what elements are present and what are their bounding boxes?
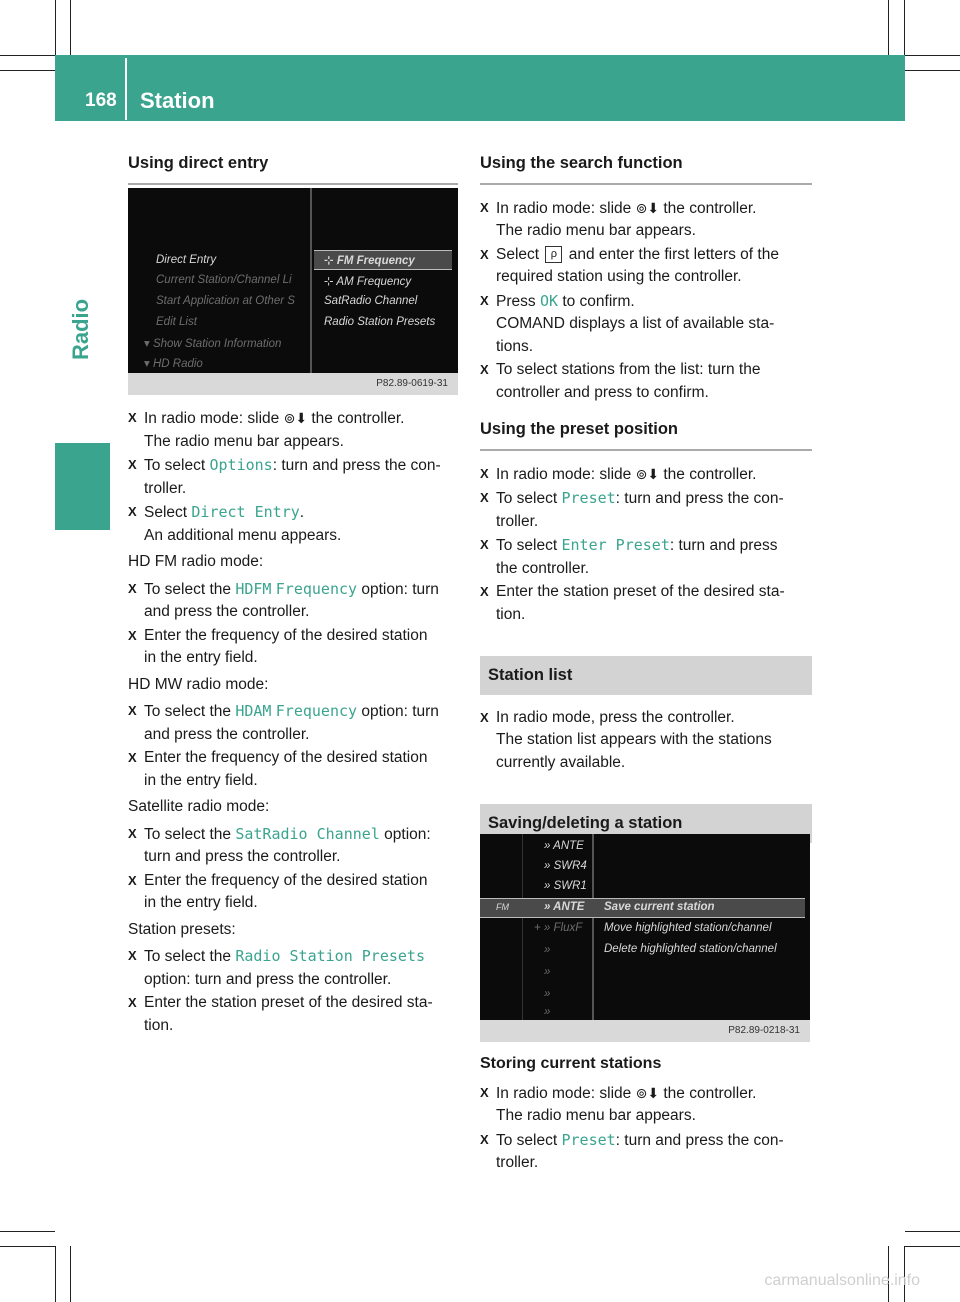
section-heading: Using the search function bbox=[480, 152, 812, 185]
arrow-right-icon: X bbox=[480, 246, 489, 262]
crop-mark bbox=[70, 1246, 71, 1302]
mode-label: Station presets: bbox=[128, 920, 236, 938]
crop-mark bbox=[0, 1246, 55, 1247]
subsection-heading: Storing current stations bbox=[480, 1055, 662, 1072]
step: X Press OK to confirm. COMAND displays a list of available sta- tions. bbox=[480, 291, 775, 355]
station-item: » bbox=[544, 944, 551, 956]
screen-divider bbox=[522, 834, 523, 1020]
step: X To select Options: turn and press the con- troller. bbox=[128, 456, 441, 497]
step: X To select Enter Preset: turn and press the controller. bbox=[480, 536, 778, 577]
menu-item-label: Radio bbox=[172, 358, 203, 370]
side-tab-label: Radio bbox=[68, 298, 93, 360]
side-tab-block bbox=[55, 443, 110, 530]
left-column-body bbox=[128, 407, 460, 1038]
menu-item: Delete highlighted station/channel bbox=[604, 943, 777, 955]
right-column-bottom bbox=[480, 1053, 812, 1176]
step: X In radio mode: slide ⊚⬇ the controller. The radio menu bar appears. bbox=[480, 1082, 812, 1128]
crop-mark bbox=[0, 55, 55, 56]
station-item: » bbox=[544, 988, 551, 1000]
page-number: 168 bbox=[85, 90, 117, 111]
screen-divider bbox=[592, 834, 594, 1020]
menu-item: Start Application at Other S bbox=[156, 295, 295, 307]
crop-mark bbox=[905, 1246, 960, 1247]
station-item: » bbox=[544, 1006, 551, 1018]
arrow-right-icon: X bbox=[128, 627, 137, 643]
screen-divider bbox=[310, 188, 312, 373]
right-column bbox=[480, 152, 812, 855]
crop-mark bbox=[0, 1231, 55, 1232]
menu-item: Move highlighted station/channel bbox=[604, 922, 772, 934]
step: X To select Preset: turn and press the con- troller. bbox=[480, 1130, 784, 1171]
controller-slide-icon: ⊚⬇ bbox=[283, 410, 308, 426]
arrow-right-icon: X bbox=[128, 995, 137, 1010]
step: X To select the SatRadio Channel option: turn and press the controller. bbox=[128, 824, 431, 865]
step: X To select Preset: turn and press the con- troller. bbox=[480, 489, 784, 530]
station-item: » bbox=[544, 966, 551, 978]
figure-caption: P82.89-0218-31 bbox=[480, 1020, 810, 1042]
section-heading: Using direct entry bbox=[128, 152, 458, 185]
mode-label: Satellite radio mode: bbox=[128, 798, 270, 815]
arrow-right-icon: X bbox=[128, 457, 137, 472]
menu-item-label: FM Frequency bbox=[336, 255, 415, 267]
step: X Enter the station preset of the desired sta- tion. bbox=[480, 583, 785, 623]
arrow-right-icon: X bbox=[128, 825, 137, 841]
step: X To select the HDFM Frequency option: turn and press the controller. bbox=[128, 579, 439, 620]
crop-mark bbox=[55, 1246, 56, 1302]
menu-item: Radio Station Presets bbox=[324, 316, 436, 328]
arrow-right-icon: X bbox=[128, 703, 137, 718]
arrow-right-icon: X bbox=[480, 199, 489, 215]
step: X To select stations from the list: turn the controller and press to confirm. bbox=[480, 361, 761, 401]
menu-item: ▾ HD Radio bbox=[144, 358, 203, 370]
header-divider bbox=[125, 58, 127, 120]
arrow-right-icon: X bbox=[480, 584, 489, 599]
arrow-right-icon: X bbox=[128, 948, 137, 963]
screen-direct-entry bbox=[128, 188, 458, 395]
crop-mark bbox=[0, 70, 55, 71]
step: X To select the Radio Station Presets option: turn and press the controller. bbox=[128, 947, 425, 988]
page-title: Station bbox=[140, 88, 215, 113]
arrow-right-icon: X bbox=[128, 750, 137, 765]
step: X In radio mode: slide ⊚⬇ the controller. The radio menu bar appears. bbox=[128, 407, 460, 453]
step: X Enter the station preset of the desired sta- tion. bbox=[128, 994, 433, 1034]
arrow-right-icon: X bbox=[128, 410, 137, 425]
step: X Enter the frequency of the desired station in the entry field. bbox=[128, 626, 428, 666]
menu-item: Current Station/Channel Li bbox=[156, 274, 292, 286]
section-heading: Using the preset position bbox=[480, 418, 812, 451]
station-item: + » FluxF bbox=[534, 922, 583, 934]
crop-mark bbox=[905, 1231, 960, 1232]
controller-slide-icon: ⊚⬇ bbox=[635, 1084, 660, 1101]
crop-mark bbox=[55, 0, 56, 55]
watermark: carmanualsonline.info bbox=[764, 1272, 920, 1289]
controller-slide-icon: ⊚⬇ bbox=[635, 199, 660, 216]
screen-saving-station bbox=[480, 834, 810, 1042]
step: X In radio mode, press the controller. The station list appears with the stations currently available. bbox=[480, 708, 772, 771]
mode-label: HD FM radio mode: bbox=[128, 553, 264, 570]
search-icon: ρ bbox=[545, 246, 562, 263]
menu-item-selected: Save current station bbox=[604, 901, 715, 913]
arrow-right-icon: X bbox=[480, 1084, 489, 1100]
step: X To select the HDAM Frequency option: turn and press the controller. bbox=[128, 702, 439, 743]
step: X In radio mode: slide ⊚⬇ the controller. bbox=[480, 463, 812, 487]
step: X In radio mode: slide ⊚⬇ the controller. The radio menu bar appears. bbox=[480, 197, 812, 243]
section-box-heading: Station list bbox=[480, 656, 812, 695]
arrow-right-icon: X bbox=[480, 537, 489, 552]
crop-mark bbox=[904, 0, 905, 55]
step: X Select ρ and enter the first letters of the required station using the controller. bbox=[480, 245, 779, 285]
controller-slide-icon: ⊚⬇ bbox=[635, 465, 660, 482]
menu-item: Edit List bbox=[156, 316, 197, 328]
arrow-right-icon: X bbox=[128, 504, 137, 519]
crop-mark bbox=[888, 0, 889, 55]
arrow-right-icon: X bbox=[480, 709, 489, 725]
arrow-right-icon: X bbox=[480, 490, 489, 505]
station-item: » SWR1 bbox=[544, 880, 587, 892]
step: X Select Direct Entry. An additional menu appears. bbox=[128, 503, 342, 544]
arrow-right-icon: X bbox=[128, 580, 137, 596]
arrow-right-icon: X bbox=[480, 362, 489, 377]
station-item-selected: » ANTE bbox=[544, 901, 585, 913]
mode-label: HD MW radio mode: bbox=[128, 675, 269, 693]
station-item: » SWR4 bbox=[544, 860, 587, 872]
menu-item: ▾ Show Station Information bbox=[144, 338, 282, 350]
fm-tag: FM bbox=[496, 902, 509, 912]
menu-item-label: AM Frequency bbox=[336, 276, 412, 288]
menu-item-selected: ⊹ FM Frequency bbox=[324, 255, 415, 267]
arrow-right-icon: X bbox=[480, 1131, 489, 1147]
station-item: » ANTE bbox=[544, 840, 584, 852]
step: X Enter the frequency of the desired station in the entry field. bbox=[128, 871, 428, 911]
figure-caption: P82.89-0619-31 bbox=[128, 373, 458, 395]
menu-item-label: Show Station Information bbox=[152, 338, 282, 350]
arrow-right-icon: X bbox=[128, 872, 137, 888]
menu-item: Direct Entry bbox=[156, 254, 217, 266]
crop-mark bbox=[70, 0, 71, 55]
section-box-heading: Saving/deleting a station bbox=[480, 804, 812, 843]
crop-mark bbox=[905, 55, 960, 56]
step: X Enter the frequency of the desired station in the entry field. bbox=[128, 749, 428, 789]
crop-mark bbox=[905, 70, 960, 71]
arrow-right-icon: X bbox=[480, 292, 489, 308]
menu-item: ⊹ AM Frequency bbox=[324, 276, 412, 288]
menu-item: SatRadio Channel bbox=[324, 295, 418, 307]
arrow-right-icon: X bbox=[480, 465, 489, 481]
